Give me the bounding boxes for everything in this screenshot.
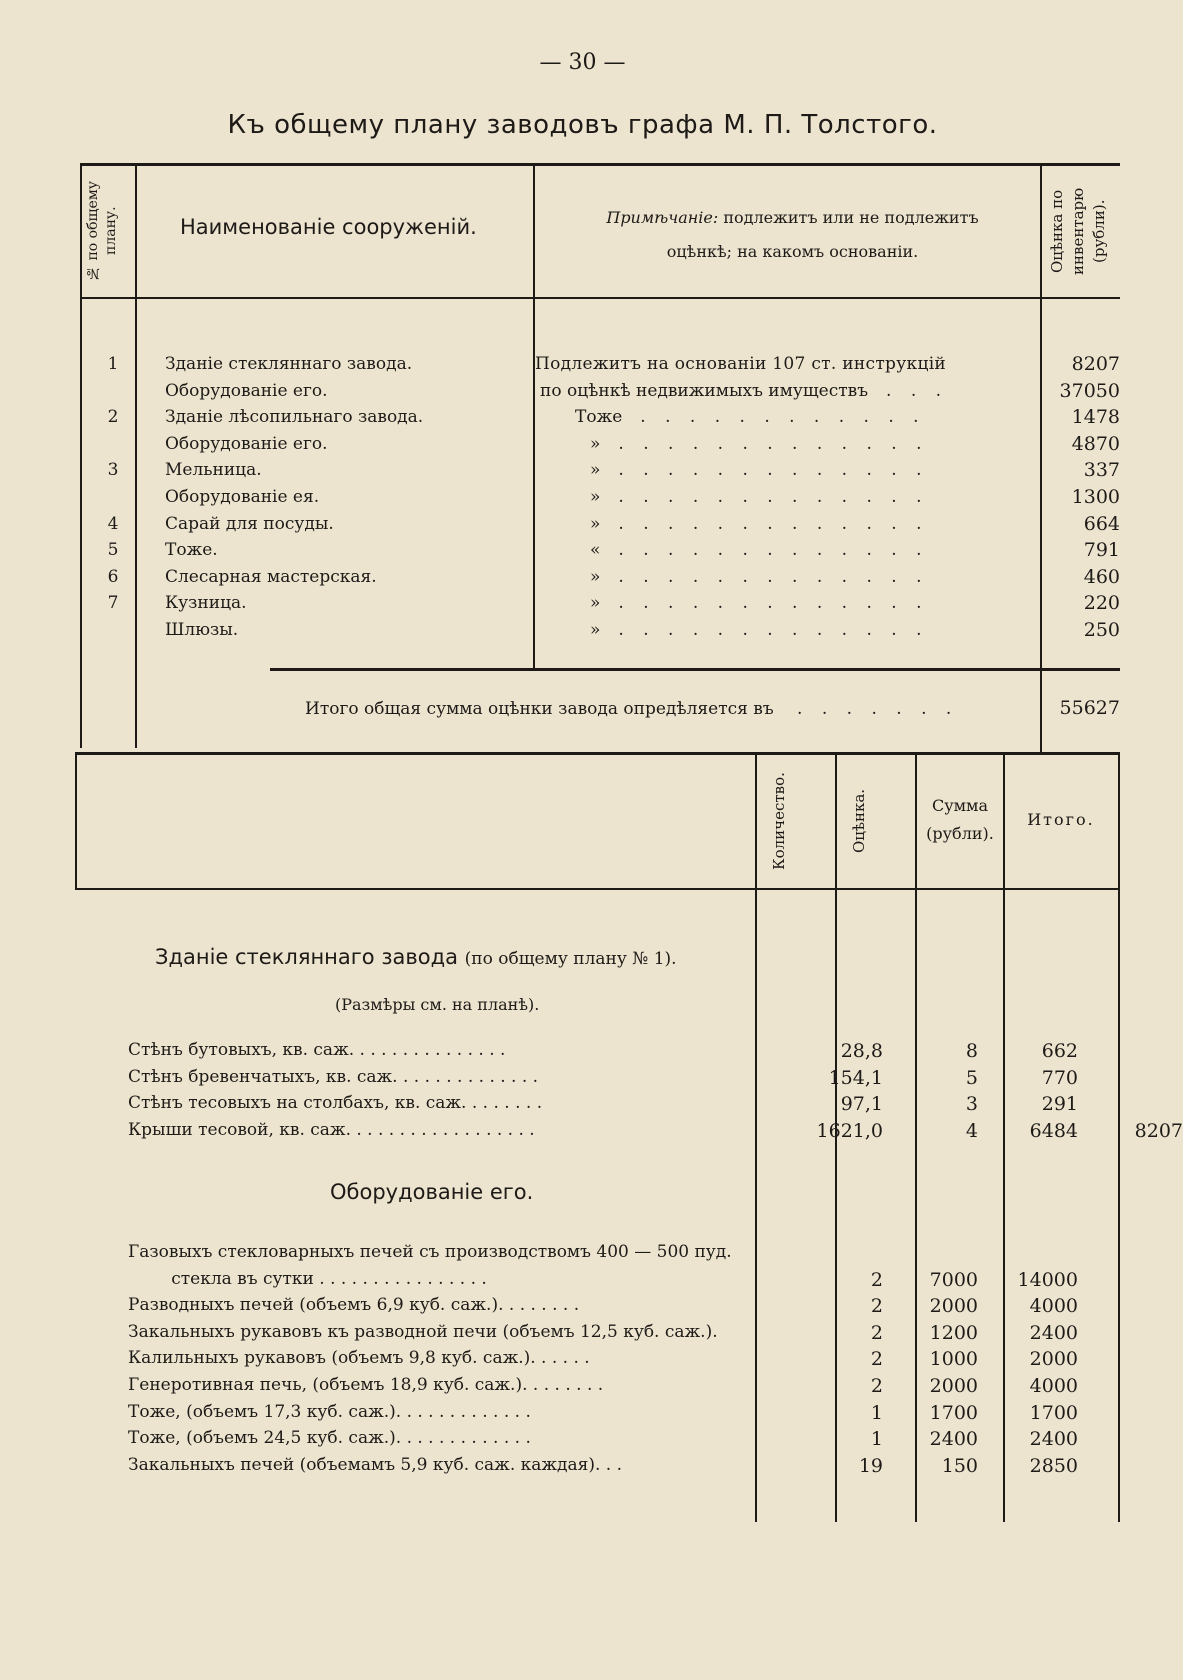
item-price: 2000 [929,1295,978,1318]
item-sum: 662 [1041,1040,1078,1062]
item-price: 1700 [929,1401,978,1424]
row-plan-number: 6 [107,566,119,587]
item-sum: 14000 [1017,1268,1078,1291]
row-structure-name: Шлюзы. [165,619,239,640]
row-plan-number: 5 [107,540,119,561]
item-sum: 2850 [1029,1454,1078,1477]
item-price: 3 [965,1093,978,1116]
item-sum: 291 [1041,1093,1078,1116]
item-label: Стѣнъ бутовыхъ, кв. саж. . . . . . . . . . . . . . . [128,1040,506,1060]
row-leader-dots: . . . . . . . . . . . . . [618,486,929,507]
row-plan-number: 7 [107,593,119,614]
row-valuation: 337 [1083,459,1120,482]
estimate-table [80,163,1120,753]
item-label: Крыши тесовой, кв. саж. . . . . . . . . . . . . . . . . . [128,1119,535,1140]
item-price: 2400 [929,1428,978,1451]
table-row [128,1322,1118,1349]
row-valuation: 220 [1083,592,1120,615]
item-label: Генеротивная печь, (объемъ 18,9 куб. саж.). . . . . . . . [128,1374,604,1395]
row-plan-number [80,484,146,511]
item-label: Газовыхъ стекловарныхъ печей съ производствомъ 400 — 500 пуд. [128,1242,732,1262]
row-valuation: 664 [1083,512,1120,535]
row-valuation: 4870 [1071,432,1120,455]
row-leader-dots: . . . . . . . . . . . . . [618,593,929,614]
row-plan-number: 2 [107,407,119,428]
item-sum: 2400 [1029,1428,1078,1451]
table-row [128,1375,1118,1402]
row-valuation: 460 [1083,565,1120,588]
total-row-label: Итого общая сумма оцѣнки завода опредѣляется въ . . . . . . . [305,699,959,719]
table-row [128,1295,1118,1322]
item-sum: 6484 [1029,1119,1078,1142]
item-price: 1200 [929,1321,978,1344]
item-sum: 770 [1041,1066,1078,1089]
row-structure-name: Зданіе стекляннаго завода. [165,354,413,374]
item-price: 7000 [929,1268,978,1291]
row-note-text: » [590,566,601,587]
row-valuation: 1478 [1071,406,1120,429]
row-note-text: « [590,540,601,561]
row-note-text: » [590,460,601,481]
row-leader-dots: . . . . . . . . . . . . . [618,566,929,587]
item-label: Тоже, (объемъ 24,5 куб. саж.). . . . . . . . . . . . . [128,1428,531,1449]
row-leader-dots: . . . . . . . . . . . . . [618,460,929,481]
row-note-text: Тоже [575,407,623,428]
row-leader-dots: . . . . . . . . . . . . . [618,433,929,454]
item-label: Стѣнъ бревенчатыхъ, кв. саж. . . . . . . . . . . . . . [128,1066,539,1087]
row-note-text: Подлежитъ на основаніи 107 ст. инструкцій [535,354,947,374]
table-row [128,1040,1118,1067]
table-row [128,1428,1118,1455]
section-glass-factory-subtitle: (Размѣры см. на планѣ). [335,995,540,1014]
row-structure-name: Оборудованіе его. [165,380,328,401]
item-price: 1000 [929,1348,978,1371]
item-total: 8207 [1134,1119,1183,1142]
row-valuation: 250 [1083,618,1120,641]
header-note-rest-2: оцѣнкѣ; на какомъ основаніи. [666,242,919,261]
row-structure-name: Кузница. [165,593,247,614]
row-note-text: » [590,593,601,614]
item-quantity: 28,8 [840,1040,883,1062]
item-price: 8 [965,1040,978,1062]
header-quantity: Количество. [770,772,788,870]
item-quantity: 2 [870,1268,883,1291]
page-title: Къ общему плану заводовъ графа М. П. Толстого. [227,110,938,140]
row-structure-name: Оборудованіе ея. [165,486,320,507]
item-sum: 2000 [1029,1348,1078,1371]
row-plan-number [80,378,146,405]
total-row-value: 55627 [1059,697,1120,719]
row-plan-number [80,431,146,458]
row-note-text: » [590,513,601,534]
row-note-text: » [590,619,601,640]
row-structure-name: Тоже. [165,540,218,561]
row-leader-dots: . . . . . . . . . . . . . [618,619,929,640]
item-quantity: 1621,0 [816,1119,883,1142]
column-plan-numbers [80,351,146,644]
row-leader-dots: . . . . . . . . . . . . . [618,540,929,561]
header-sum: Сумма (рубли). [926,796,994,843]
header-plan-number: № по общему плану. [85,181,119,281]
row-plan-number: 4 [107,513,119,534]
item-quantity: 19 [858,1454,883,1477]
table-row [128,1067,1118,1094]
item-label: Разводныхъ печей (объемъ 6,9 куб. саж.). . . . . . . . [128,1295,580,1316]
row-structure-name: Зданіе лѣсопильнаго завода. [165,407,424,428]
header-total: Итого. [1027,810,1095,829]
row-valuation: 1300 [1071,485,1120,508]
header-note [535,201,1050,269]
column-structure-names [165,351,525,644]
item-label: стекла въ сутки . . . . . . . . . . . . . . . . [128,1268,487,1289]
row-plan-number [80,617,146,644]
item-quantity: 2 [870,1295,883,1318]
row-note-text: по оцѣнкѣ недвижимыхъ имуществъ [540,380,869,401]
row-structure-name: Мельница. [165,460,262,481]
table-row [128,1455,1118,1482]
section-glass-factory-title: Зданіе стекляннаго завода (по общему плану № 1). [155,945,677,969]
table-row [128,1402,1118,1429]
table-row [128,1119,1183,1147]
table-row [128,1093,1118,1120]
row-structure-name: Оборудованіе его. [165,433,328,454]
item-sum: 2400 [1029,1321,1078,1344]
item-quantity: 2 [870,1348,883,1371]
header-note-rest-1: подлежитъ или не подлежитъ [723,208,979,227]
section-equipment-rows [128,1242,1118,1481]
row-structure-name: Слесарная мастерская. [165,566,377,587]
item-price: 2000 [929,1374,978,1397]
row-leader-dots: . . . [886,380,949,401]
item-quantity: 1 [870,1428,883,1451]
section-glass-factory-rows [128,1040,1183,1146]
row-valuation: 37050 [1059,379,1120,402]
item-sum: 1700 [1029,1401,1078,1424]
item-sum: 4000 [1029,1374,1078,1397]
item-label: Стѣнъ тесовыхъ на столбахъ, кв. саж. . . . . . . . [128,1093,543,1114]
item-quantity: 97,1 [840,1093,883,1116]
item-label: Тоже, (объемъ 17,3 куб. саж.). . . . . . . . . . . . . [128,1401,531,1422]
item-label: Закальныхъ печей (объемамъ 5,9 куб. саж. каждая). . . [128,1454,623,1475]
row-valuation: 791 [1083,539,1120,562]
row-structure-name: Сарай для посуды. [165,513,334,534]
row-leader-dots: . . . . . . . . . . . . . [618,513,929,534]
row-valuation: 8207 [1071,353,1120,375]
row-plan-number: 1 [107,354,119,374]
header-structure-name: Наименованіе сооруженій. [180,215,477,239]
item-label: Калильныхъ рукавовъ (объемъ 9,8 куб. саж.). . . . . . [128,1348,590,1369]
header-price: Оцѣнка. [850,788,868,854]
row-note-text: » [590,486,601,507]
item-price: 150 [941,1454,978,1477]
row-leader-dots: . . . . . . . . . . . . [640,407,926,428]
table-row [128,1242,1118,1269]
header-valuation: Оцѣнка по инвентарю (рубли). [1048,187,1108,275]
item-price: 5 [965,1066,978,1089]
page-number: — 30 — [539,50,626,75]
item-label: Закальныхъ рукавовъ къ разводной печи (объемъ 12,5 куб. саж.). [128,1321,718,1342]
header-note-italic: Примѣчаніе: [606,208,719,227]
item-quantity: 2 [870,1374,883,1397]
item-sum: 4000 [1029,1295,1078,1318]
item-price: 4 [965,1119,978,1142]
item-quantity: 1 [870,1401,883,1424]
itemized-table [75,752,1183,1522]
item-quantity: 2 [870,1321,883,1344]
row-note-text: » [590,433,601,454]
row-plan-number: 3 [107,460,119,481]
table-row [128,1269,1118,1296]
column-valuations [950,351,1120,644]
table-row [128,1348,1118,1375]
item-quantity: 154,1 [828,1066,883,1089]
section-equipment-title: Оборудованіе его. [330,1180,534,1204]
